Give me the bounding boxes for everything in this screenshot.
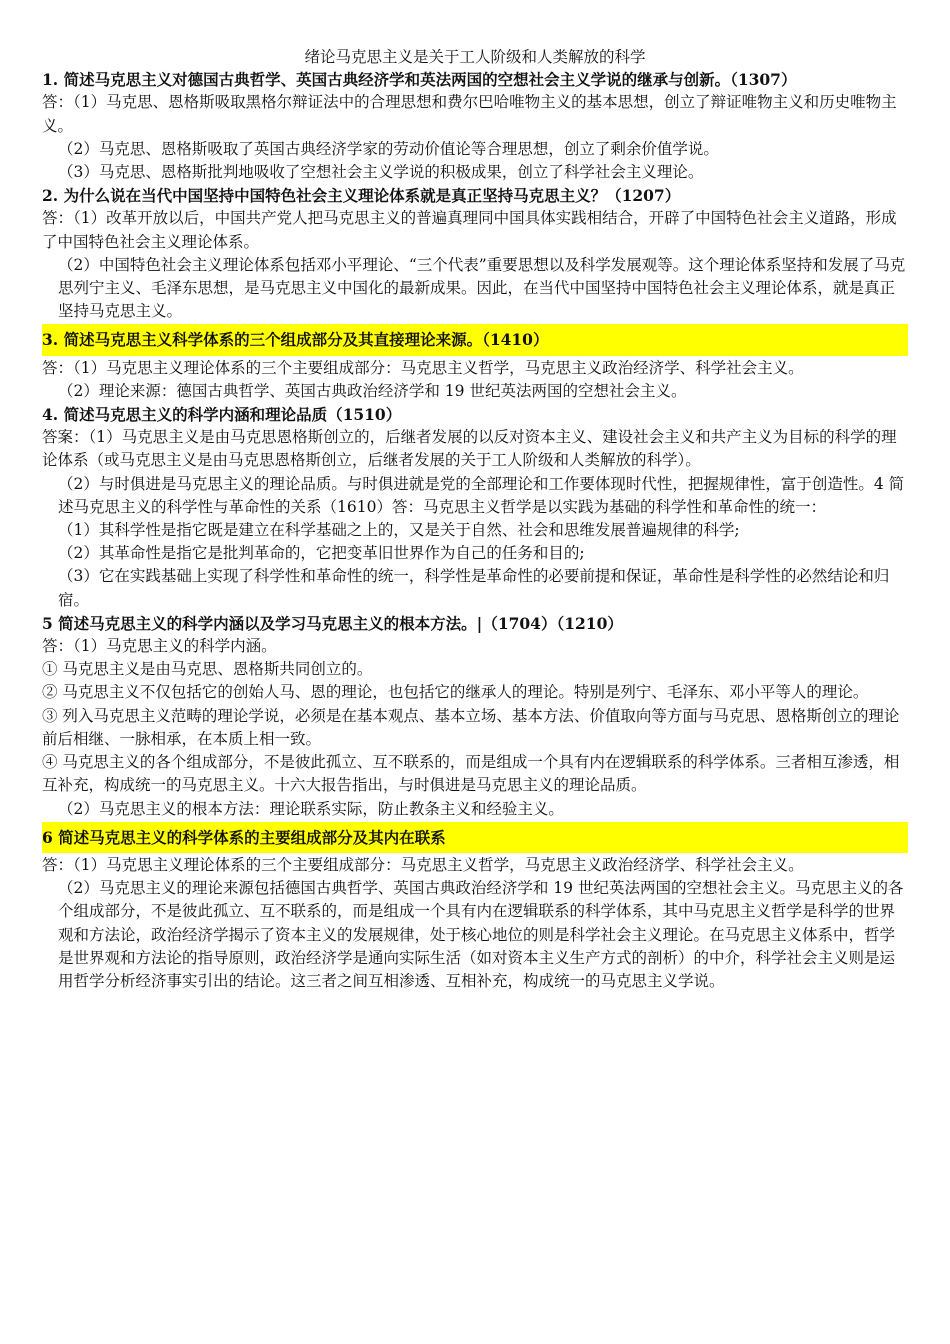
- question-2: 2. 为什么说在当代中国坚持中国特色社会主义理论体系就是真正坚持马克思主义？（1207）: [42, 186, 681, 206]
- answer-6-part-2: （2）马克思主义的理论来源包括德国古典哲学、英国古典政治经济学和 19 世纪英法两国的空想社会主义。马克思主义的各个组成部分，不是彼此孤立、互不联系的，而是组成一个具有内在逻辑联系的科学体系，其中马克思主义哲学是科学的世界观和方法论，政治经济学揭示了资本主义的发展规律，处于核心地位的则是科学社会主义理论。在马克思主义体系中，哲学是世界观和方法论的指导原则，政治经济学是通向实际生活（如对资本主义生产方式的剖析）的中介，科学社会主义则是运用哲学分析经济事实引出的结论。这三者之间互相渗透、互相补充，构成统一的马克思主义学说。: [58, 879, 904, 990]
- answer-1-part-2: （2）马克思、恩格斯吸取了英国古典经济学家的劳动价值论等合理思想，创立了剩余价值学说。: [58, 139, 719, 158]
- answer-4-part-2: （2）与时俱进是马克思主义的理论品质。与时俱进就是党的全部理论和工作要体现时代性，把握规律性，富于创造性。4 简述马克思主义的科学性与革命性的关系（1610）答：马克思主义哲学是以实践为基础的科学性和革命性的统一：: [58, 474, 905, 516]
- answer-2-part-2: （2）中国特色社会主义理论体系包括邓小平理论、“三个代表”重要思想以及科学发展观等。这个理论体系坚持和发展了马克思列宁主义、毛泽东思想，是马克思主义中国化的最新成果。因此，在当代中国坚持中国特色社会主义理论体系，就是真正坚持马克思主义。: [58, 255, 906, 321]
- document-page: [42, 46, 908, 993]
- answer-3-part-2: （2）理论来源：德国古典哲学、英国古典政治经济学和 19 世纪英法两国的空想社会主义。: [58, 381, 687, 400]
- question-6-highlighted: 6 简述马克思主义的科学体系的主要组成部分及其内在联系: [42, 822, 908, 853]
- question-1: 1. 简述马克思主义对德国古典哲学、英国古典经济学和英法两国的空想社会主义学说的继承与创新。（1307）: [42, 70, 797, 90]
- answer-5-item-4: ④ 马克思主义的各个组成部分，不是彼此孤立、互不联系的，而是组成一个具有内在逻辑联系的科学体系。三者相互渗透，相互补充，构成统一的马克思主义。十六大报告指出，与时俱进是马克思主义的理论品质。: [42, 753, 900, 795]
- answer-1-part-3: （3）马克思、恩格斯批判地吸收了空想社会主义学说的积极成果，创立了科学社会主义理论。: [58, 163, 704, 182]
- answer-6-part-1: 答：（1）马克思主义理论体系的三个主要组成部分：马克思主义哲学，马克思主义政治经济学、科学社会主义。: [42, 855, 804, 874]
- answer-5-item-2: ② 马克思主义不仅包括它的创始人马、恩的理论，也包括它的继承人的理论。特别是列宁、毛泽东、邓小平等人的理论。: [42, 683, 869, 702]
- answer-5-item-1: ① 马克思主义是由马克思、恩格斯共同创立的。: [42, 660, 373, 679]
- document-title: 绪论马克思主义是关于工人阶级和人类解放的科学: [304, 48, 646, 66]
- answer-1-part-1: 答：（1）马克思、恩格斯吸取黑格尔辩证法中的合理思想和费尔巴哈唯物主义的基本思想，创立了辩证唯物主义和历史唯物主义。: [42, 93, 897, 135]
- question-4: 4. 简述马克思主义的科学内涵和理论品质（1510）: [42, 405, 402, 425]
- answer-4b-point-1: （1）其科学性是指它既是建立在科学基础之上的，又是关于自然、社会和思维发展普遍规律的科学;: [58, 521, 740, 540]
- document-body: [42, 68, 908, 993]
- answer-5-part-2: （2）马克思主义的根本方法：理论联系实际，防止教条主义和经验主义。: [58, 799, 564, 818]
- answer-4-part-1: 答案：（1）马克思主义是由马克思恩格斯创立的，后继者发展的以反对资本主义、建设社会主义和共产主义为目标的科学的理论体系（或马克思主义是由马克思恩格斯创立，后继者发展的关于工人阶级和人类解放的科学）。: [42, 428, 897, 470]
- question-5: 5 简述马克思主义的科学内涵以及学习马克思主义的根本方法。|（1704）（1210）: [42, 613, 623, 633]
- question-3-highlighted: 3. 简述马克思主义科学体系的三个组成部分及其直接理论来源。（1410）: [42, 324, 908, 355]
- answer-4b-point-3: （3）它在实践基础上实现了科学性和革命性的统一，科学性是革命性的必要前提和保证，革命性是科学性的必然结论和归宿。: [58, 567, 890, 609]
- answer-5-item-3: ③ 列入马克思主义范畴的理论学说，必须是在基本观点、基本立场、基本方法、价值取向等方面与马克思、恩格斯创立的理论前后相继、一脉相承，在本质上相一致。: [42, 706, 900, 748]
- answer-4b-point-2: （2）其革命性是指它是批判革命的，它把变革旧世界作为自己的任务和目的;: [58, 544, 585, 563]
- answer-3-part-1: 答：（1）马克思主义理论体系的三个主要组成部分：马克思主义哲学，马克思主义政治经济学、科学社会主义。: [42, 358, 804, 377]
- answer-2-part-1: 答：（1）改革开放以后，中国共产党人把马克思主义的普遍真理同中国具体实践相结合，开辟了中国特色社会主义道路，形成了中国特色社会主义理论体系。: [42, 209, 897, 251]
- answer-5-part-1: 答：（1）马克思主义的科学内涵。: [42, 637, 277, 656]
